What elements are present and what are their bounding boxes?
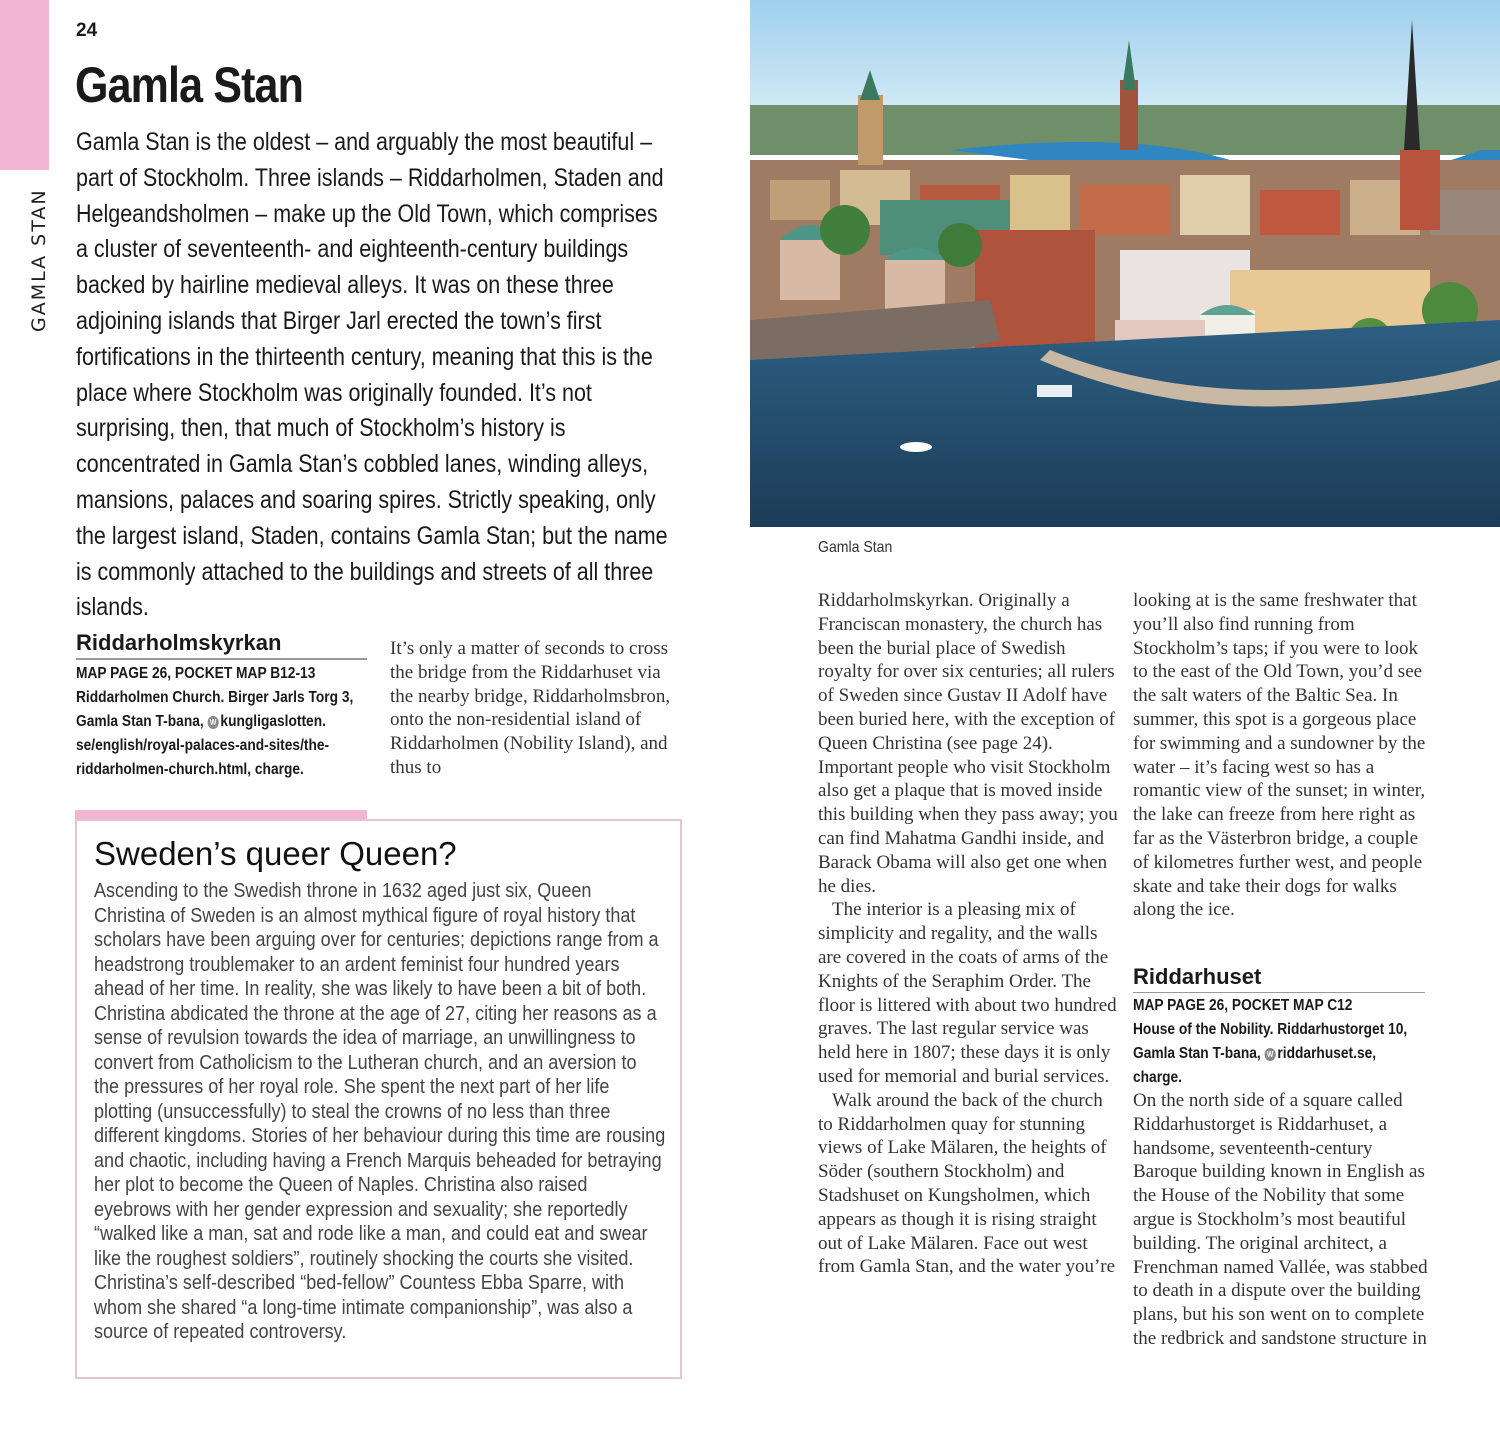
body-paragraph: looking at is the same freshwater that you’ll also find running from Stockholm’s taps; if you were to look to the east of the Old Town, you’d see the salt waters of the Baltic Sea. In summer, this spot is a gorgeous place for swimming and a sundowner by the water – it’s facing west so has a romantic view of the sunset; in winter, the lake can freeze from here right as far as the Västerbron bridge, a couple of kilometres further west, and people skate and take their dogs for walks along the ice.: [1133, 590, 1426, 921]
body-paragraph: The interior is a pleasing mix of simplicity and regality, and the walls are covered in the coats of arms of the Knights of the Seraphim Order. The floor is littered with about two hundred graves. The last regular service was held here in 1807; these days it is only used for memorial and burial services.: [818, 899, 1117, 1087]
body-paragraph: It’s only a matter of seconds to cross the bridge from the Riddarhuset via the nearby bridge, Riddarholmsbron, onto the non-residential island of Riddarholmen (Nobility Island), and thus to: [390, 638, 671, 778]
map-reference: MAP PAGE 26, POCKET MAP B12-13: [76, 665, 316, 682]
entry-address: Riddarholmen Church. Birger Jarls Torg 3, Gamla Stan T-bana,: [76, 689, 354, 730]
body-paragraph: On the north side of a square called Riddarhustorget is Riddarhuset, a handsome, seventeenth-century Baroque building known in English as the House of the Nobility that some argue is Stockholm’s most beautiful building. The original architect, a Frenchman named Vallée, was stabbed to death in a dispute over the building plans, but his son went on to complete the redbrick and sandstone structure in: [1133, 1090, 1428, 1349]
feature-box-title: Sweden’s queer Queen?: [94, 835, 457, 872]
entry-website[interactable]: riddarhuset.se, charge.: [1133, 1045, 1377, 1086]
photo-illustration: [750, 0, 1500, 527]
feature-box: [75, 819, 682, 1379]
page-title: Gamla Stan: [75, 57, 303, 113]
entry-title: Riddarholmskyrkan: [76, 630, 282, 655]
section-color-tab: [0, 0, 49, 170]
entry-info-riddarholmskyrkan: [76, 662, 360, 782]
entry-title: Riddarhuset: [1133, 964, 1262, 989]
entry-address: House of the Nobility. Riddarhustorget 10, Gamla Stan T-bana,: [1133, 1021, 1408, 1062]
map-reference: MAP PAGE 26, POCKET MAP C12: [1133, 997, 1353, 1014]
entry-heading-riddarholmskyrkan: [76, 630, 367, 660]
entry-website[interactable]: kungligaslotten. se/english/royal-palaces-and-sites/the-riddarholmen-church.html, charge.: [76, 713, 330, 778]
intro-paragraph: Gamla Stan is the oldest – and arguably the most beautiful – part of Stockholm. Three islands – Riddarholmen, Staden and Helgeandsholmen – make up the Old Town, which comprises a cluster of seventeenth- and eighteenth-century buildings backed by hairline medieval alleys. It was on these three adjoining islands that Birger Jarl erected the town’s first fortifications in the thirteenth century, meaning that this is the place where Stockholm was originally founded. It’s not surprising, then, that much of Stockholm’s history is concentrated in Gamla Stan’s cobbled lanes, winding alleys, mansions, palaces and soaring spires. Strictly speaking, only the largest island, Staden, contains Gamla Stan; but the name is commonly attached to the buildings and streets of all three islands.: [76, 128, 668, 622]
body-column-3: [1133, 589, 1428, 922]
body-column-3-continued: [1133, 1089, 1428, 1351]
web-icon: W: [208, 716, 219, 729]
page-number: 24: [76, 20, 98, 41]
web-icon: W: [1265, 1048, 1276, 1061]
entry-heading-riddarhuset: [1133, 964, 1425, 993]
body-column-1: [390, 637, 680, 780]
body-paragraph: Riddarholmskyrkan. Originally a Franciscan monastery, the church has been the burial place of Swedish royalty for over six centuries; all rulers of Sweden since Gustav II Adolf have been buried here, with the exception of Queen Christina (see page 24). Important people who visit Stockholm also get a plaque that is moved inside this building when they pass away; you can find Mahatma Gandhi inside, and Barack Obama will also get one when he dies.: [818, 590, 1118, 897]
section-side-label: GAMLA STAN: [28, 188, 50, 332]
photo-caption: Gamla Stan: [818, 539, 893, 556]
entry-info-riddarhuset: [1133, 994, 1425, 1090]
body-column-2: [818, 589, 1118, 1279]
body-paragraph: Walk around the back of the church to Riddarholmen quay for stunning views of Lake Mälaren, the heights of Söder (southern Stockholm) and Stadshuset on Kungsholmen, which appears as though it is rising straight out of Lake Mälaren. Face out west from Gamla Stan, and the water you’re: [818, 1089, 1116, 1278]
feature-box-body: Ascending to the Swedish throne in 1632 aged just six, Queen Christina of Sweden is an almost mythical figure of royal history that scholars have been arguing over for centuries; depictions range from a headstrong troublemaker to an ardent feminist four hundred years ahead of her time. In reality, she was likely to have been a bit of both. Christina abdicated the throne at the age of 27, citing her reasons as a sense of revulsion towards the idea of marriage, an unwillingness to convert from Catholicism to the Lutheran church, and an aversion to the pressures of her royal role. She spent the next part of her life plotting (unsuccessfully) to steal the crowns of no less than three different kingdoms. Stories of her behaviour during this time are rousing and chaotic, including having a French Marquis beheaded for betraying her plot to become the Queen of Naples. Christina also raised eyebrows with her gender expression and sexuality; she reportedly “walked like a man, sat and rode like a man, and could eat and swear like the roughest soldiers”, routinely shocking the courts she visited. Christina’s self-described “bed-fellow” Countess Ebba Sparre, with whom she shared “a long-time intimate companionship”, was also a source of repeated controversy.: [94, 879, 666, 1343]
photo-aerial-stockholm: [750, 0, 1500, 527]
